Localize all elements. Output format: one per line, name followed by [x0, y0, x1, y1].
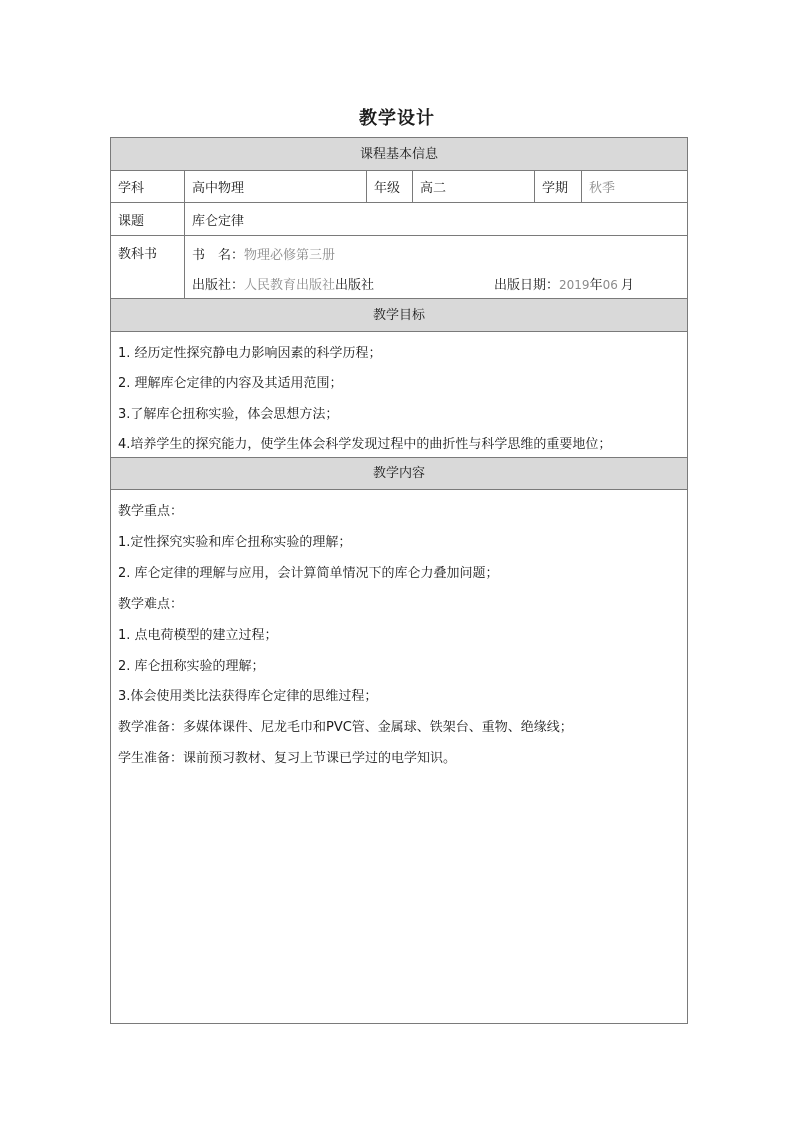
- book-name-label: 书 名：: [192, 248, 245, 263]
- content-line: 教学重点：: [118, 504, 184, 519]
- publisher-value: 人民教育出版社: [244, 278, 336, 293]
- content-line: 1.定性探究实验和库仑扭称实验的理解；: [118, 535, 352, 550]
- year-char: 年: [589, 278, 603, 293]
- goal-item: 2. 理解库仑定律的内容及其适用范围；: [118, 376, 343, 391]
- term-label: 学期: [535, 171, 582, 202]
- document-title: 教学设计: [359, 108, 435, 129]
- publisher-label: 出版社：: [192, 278, 245, 293]
- section-header-goals: 教学目标: [111, 299, 687, 332]
- grade-value: 高二: [413, 171, 535, 202]
- goal-item: 3.了解库仑扭称实验，体会思想方法；: [118, 407, 339, 422]
- content-line: 3.体会使用类比法获得库仑定律的思维过程；: [118, 689, 378, 704]
- content-line: 1. 点电荷模型的建立过程；: [118, 628, 278, 643]
- textbook-row: [111, 236, 687, 299]
- pub-month: 06: [602, 278, 618, 292]
- month-char: 月: [620, 278, 634, 293]
- publish-date-line: [494, 274, 634, 293]
- term-value: 秋季: [589, 181, 616, 196]
- content-line: 教学准备：多媒体课件、尼龙毛巾和PVC管、金属球、铁架台、重物、绝缘线；: [118, 720, 573, 735]
- publisher-suffix: 出版社: [335, 278, 375, 293]
- book-name-line: [192, 244, 335, 263]
- grade-label: 年级: [367, 171, 413, 202]
- topic-value: 库仑定律: [192, 213, 245, 229]
- content-line: 学生准备：课前预习教材、复习上节课已学过的电学知识。: [118, 751, 457, 766]
- goals-block: [111, 332, 687, 458]
- goal-item: 4.培养学生的探究能力，使学生体会科学发现过程中的曲折性与科学思维的重要地位；: [118, 437, 612, 452]
- section-header-content: 教学内容: [111, 458, 687, 490]
- pubdate-label: 出版日期：: [494, 278, 560, 293]
- topic-label: 课题: [111, 203, 185, 235]
- goal-item: 1. 经历定性探究静电力影响因素的科学历程；: [118, 346, 382, 361]
- content-line: 2. 库仑定律的理解与应用，会计算简单情况下的库仑力叠加问题；: [118, 566, 499, 581]
- content-block: [111, 490, 687, 1023]
- basic-info-row: [111, 171, 687, 203]
- textbook-label: 教科书: [111, 236, 185, 298]
- content-line: 2. 库仑扭称实验的理解；: [118, 659, 265, 674]
- book-name-value: 物理必修第三册: [244, 248, 336, 263]
- lesson-plan-table: [110, 137, 688, 1024]
- subject-value: 高中物理: [185, 171, 367, 202]
- content-line: 教学难点：: [118, 597, 184, 612]
- publisher-line: [192, 274, 374, 293]
- pub-year: 2019: [559, 278, 590, 292]
- subject-label: 学科: [111, 171, 185, 202]
- section-header-basic-info: 课程基本信息: [111, 138, 687, 171]
- topic-row: [111, 203, 687, 236]
